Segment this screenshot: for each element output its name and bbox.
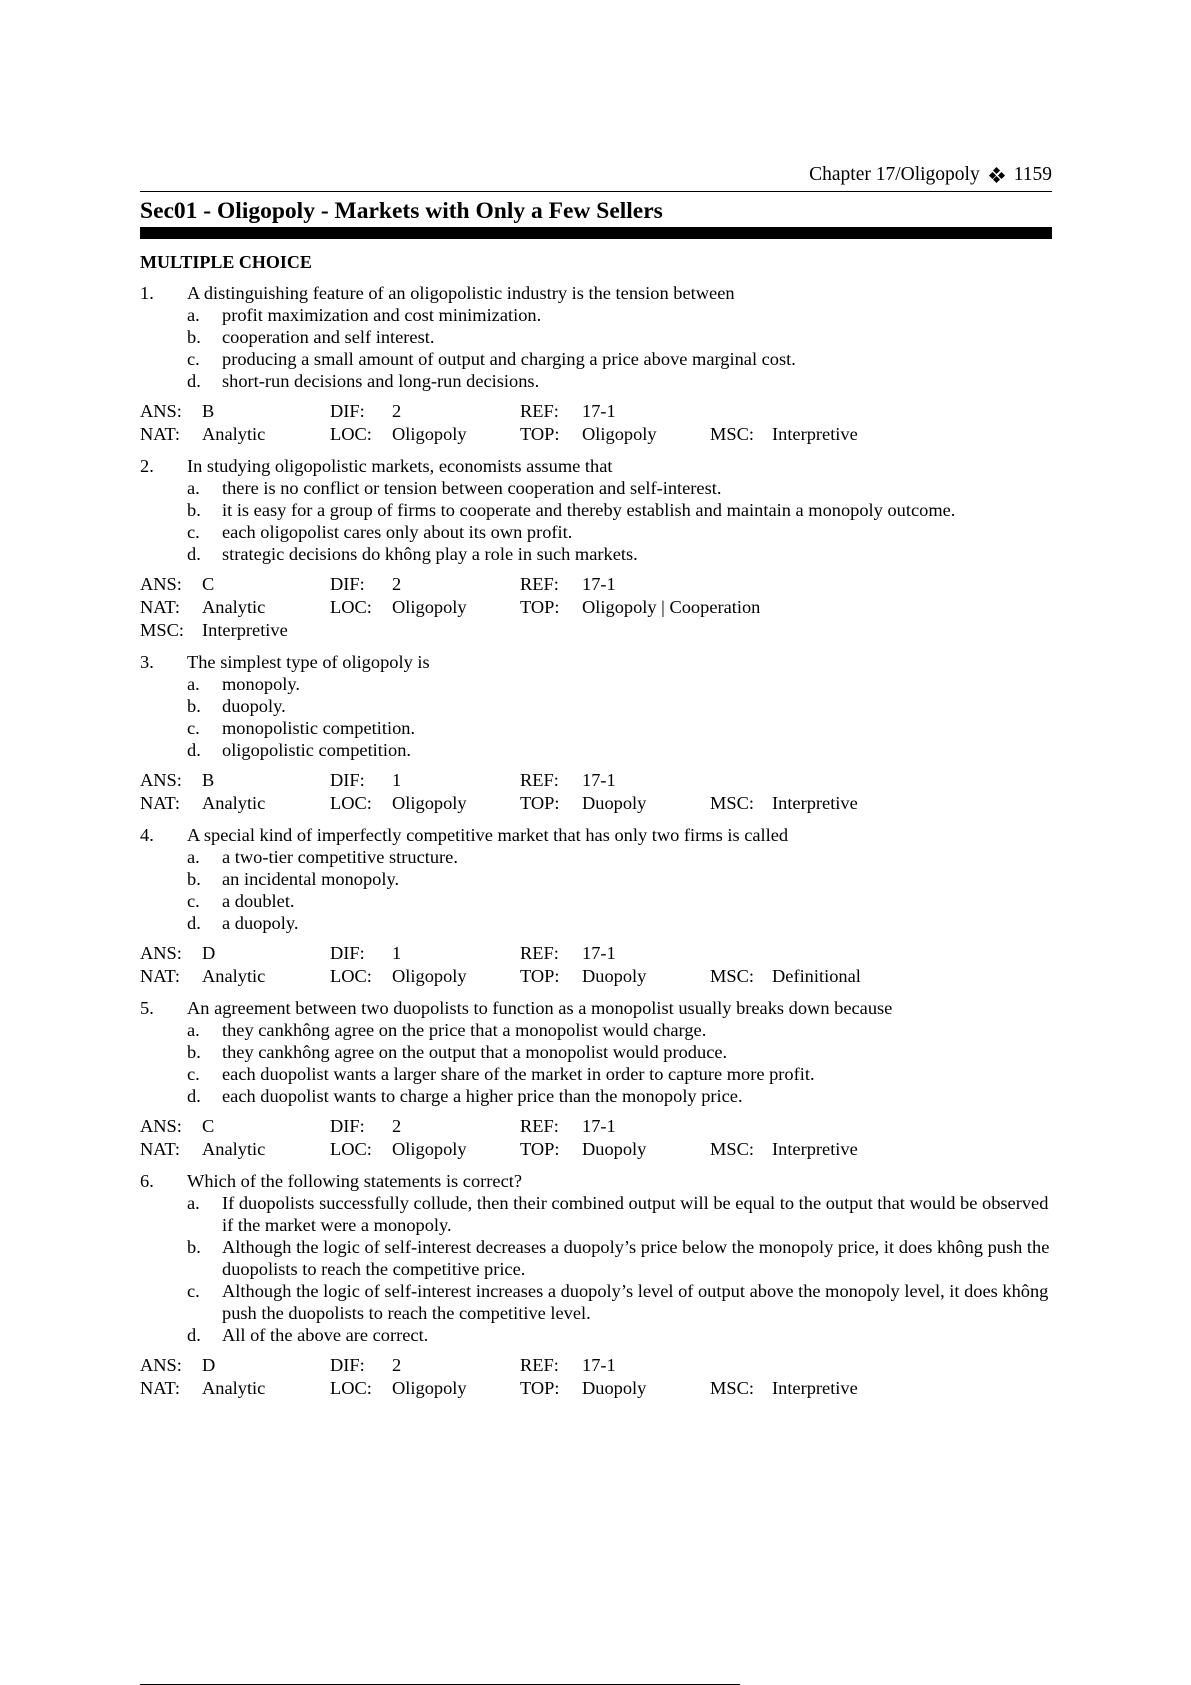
reference-label: REF: — [520, 1355, 559, 1375]
misc-type — [710, 1138, 858, 1161]
location-value: Oligopoly — [392, 966, 467, 986]
option-letter: a. — [187, 305, 200, 325]
running-head — [809, 163, 1052, 187]
location — [330, 423, 520, 446]
answer-metadata — [140, 400, 1052, 446]
option-letter: d. — [187, 913, 201, 933]
location — [330, 596, 520, 619]
answer-key-value: B — [202, 770, 215, 790]
answer-key-value: B — [202, 401, 215, 421]
topic — [520, 596, 760, 619]
location — [330, 1138, 520, 1161]
difficulty-value: 1 — [392, 770, 402, 790]
topic-label: TOP: — [520, 597, 560, 617]
answer-key — [140, 1354, 330, 1377]
answer-option — [187, 1192, 1052, 1236]
option-text: strategic decisions do không play a role in such markets. — [222, 544, 638, 564]
answer-option — [187, 717, 1052, 739]
answer-metadata — [140, 1354, 1052, 1400]
reference — [520, 769, 710, 792]
answer-option — [187, 695, 1052, 717]
answer-key-value: D — [202, 943, 216, 963]
question-text: The simplest type of oligopoly is — [187, 652, 430, 672]
national-standard-label: NAT: — [140, 1139, 180, 1159]
answer-option — [187, 304, 1052, 326]
answer-key-label: ANS: — [140, 1355, 182, 1375]
reference — [520, 1115, 710, 1138]
question-stem — [140, 824, 1052, 846]
national-standard-value: Analytic — [202, 966, 266, 986]
option-letter: c. — [187, 718, 200, 738]
misc-type-label: MSC: — [710, 424, 754, 444]
option-letter: b. — [187, 500, 201, 520]
metadata-row — [140, 619, 1052, 642]
location-label: LOC: — [330, 597, 372, 617]
reference — [520, 573, 710, 596]
option-text: If duopolists successfully collude, then their combined output will be equal to the output that would be observed if the market were a monopoly. — [222, 1193, 1049, 1235]
diamond-ornament-icon — [990, 168, 1004, 182]
reference-value: 17-1 — [582, 574, 616, 594]
national-standard-label: NAT: — [140, 1378, 180, 1398]
location-value: Oligopoly — [392, 597, 467, 617]
location-label: LOC: — [330, 793, 372, 813]
difficulty — [330, 573, 520, 596]
option-text: cooperation and self interest. — [222, 327, 435, 347]
topic — [520, 965, 710, 988]
national-standard-value: Analytic — [202, 1378, 266, 1398]
answer-metadata — [140, 1115, 1052, 1161]
answer-key-label: ANS: — [140, 770, 182, 790]
reference-label: REF: — [520, 770, 559, 790]
option-letter: a. — [187, 1020, 200, 1040]
answer-option — [187, 326, 1052, 348]
reference-label: REF: — [520, 943, 559, 963]
answer-option — [187, 1019, 1052, 1041]
topic — [520, 1138, 710, 1161]
reference-value: 17-1 — [582, 943, 616, 963]
misc-type-label: MSC: — [710, 1139, 754, 1159]
topic-label: TOP: — [520, 424, 560, 444]
option-letter: c. — [187, 349, 200, 369]
option-text: All of the above are correct. — [222, 1325, 429, 1345]
answer-option — [187, 1236, 1052, 1280]
answer-option — [187, 846, 1052, 868]
misc-type-label: MSC: — [140, 620, 184, 640]
option-text: a two-tier competitive structure. — [222, 847, 458, 867]
option-letter: c. — [187, 1281, 200, 1301]
answer-metadata — [140, 769, 1052, 815]
option-letter: d. — [187, 740, 201, 760]
option-text: a duopoly. — [222, 913, 299, 933]
misc-type-value: Interpretive — [772, 424, 858, 444]
metadata-row — [140, 400, 1052, 423]
difficulty-value: 2 — [392, 1355, 402, 1375]
misc-type-value: Interpretive — [202, 620, 288, 640]
answer-key — [140, 573, 330, 596]
question-stem — [140, 651, 1052, 673]
topic — [520, 423, 710, 446]
misc-type-value: Definitional — [772, 966, 861, 986]
national-standard — [140, 1377, 330, 1400]
reference-label: REF: — [520, 574, 559, 594]
option-text: they cankhông agree on the price that a monopolist would charge. — [222, 1020, 707, 1040]
answer-key-label: ANS: — [140, 574, 182, 594]
option-text: monopoly. — [222, 674, 300, 694]
option-text: profit maximization and cost minimization. — [222, 305, 542, 325]
question-number: 4. — [140, 825, 154, 845]
misc-type — [710, 423, 858, 446]
national-standard-label: NAT: — [140, 793, 180, 813]
answer-option — [187, 673, 1052, 695]
reference-value: 17-1 — [582, 401, 616, 421]
question-list — [140, 282, 1052, 1409]
national-standard-value: Analytic — [202, 1139, 266, 1159]
answer-key-value: C — [202, 1116, 215, 1136]
option-text: Although the logic of self-interest decreases a duopoly’s price below the monopoly price, it does không push the duopolists to reach the competitive price. — [222, 1237, 1050, 1279]
section-heading: MULTIPLE CHOICE — [140, 252, 312, 272]
reference — [520, 1354, 710, 1377]
metadata-row — [140, 792, 1052, 815]
difficulty-label: DIF: — [330, 1116, 365, 1136]
option-text: Although the logic of self-interest increases a duopoly’s level of output above the monopoly level, it does không push the duopolists to reach the competitive level. — [222, 1281, 1049, 1323]
metadata-row — [140, 1115, 1052, 1138]
topic-value: Duopoly — [582, 1378, 647, 1398]
option-text: there is no conflict or tension between cooperation and self-interest. — [222, 478, 722, 498]
question-text: In studying oligopolistic markets, economists assume that — [187, 456, 613, 476]
difficulty — [330, 942, 520, 965]
difficulty-value: 2 — [392, 401, 402, 421]
header-rule — [140, 191, 1052, 192]
difficulty-label: DIF: — [330, 770, 365, 790]
topic-value: Oligopoly | Cooperation — [582, 597, 761, 617]
location-value: Oligopoly — [392, 793, 467, 813]
answer-key — [140, 1115, 330, 1138]
answer-key-value: C — [202, 574, 215, 594]
answer-option — [187, 1324, 1052, 1346]
option-letter: b. — [187, 1042, 201, 1062]
misc-type — [710, 792, 858, 815]
answer-metadata — [140, 942, 1052, 988]
difficulty — [330, 1354, 520, 1377]
answer-options — [187, 846, 1052, 934]
metadata-row — [140, 423, 1052, 446]
location-label: LOC: — [330, 1139, 372, 1159]
question-stem — [140, 1170, 1052, 1192]
option-text: producing a small amount of output and charging a price above marginal cost. — [222, 349, 796, 369]
topic — [520, 1377, 710, 1400]
question-number: 5. — [140, 998, 154, 1018]
answer-option — [187, 543, 1052, 565]
misc-type-label: MSC: — [710, 966, 754, 986]
difficulty-value: 1 — [392, 943, 402, 963]
location-value: Oligopoly — [392, 424, 467, 444]
question-item — [140, 455, 1052, 642]
answer-option — [187, 890, 1052, 912]
misc-type — [710, 965, 861, 988]
answer-option — [187, 370, 1052, 392]
location-value: Oligopoly — [392, 1139, 467, 1159]
difficulty-label: DIF: — [330, 943, 365, 963]
metadata-row — [140, 1138, 1052, 1161]
national-standard — [140, 423, 330, 446]
answer-option — [187, 499, 1052, 521]
answer-option — [187, 477, 1052, 499]
answer-option — [187, 521, 1052, 543]
misc-type — [140, 619, 330, 642]
option-letter: c. — [187, 1064, 200, 1084]
question-number: 2. — [140, 456, 154, 476]
metadata-row — [140, 942, 1052, 965]
misc-type-value: Interpretive — [772, 793, 858, 813]
answer-option — [187, 912, 1052, 934]
option-letter: b. — [187, 696, 201, 716]
location-label: LOC: — [330, 966, 372, 986]
difficulty — [330, 1115, 520, 1138]
metadata-row — [140, 1377, 1052, 1400]
answer-options — [187, 673, 1052, 761]
difficulty — [330, 769, 520, 792]
option-letter: a. — [187, 847, 200, 867]
location — [330, 792, 520, 815]
answer-option — [187, 348, 1052, 370]
option-text: monopolistic competition. — [222, 718, 416, 738]
option-letter: b. — [187, 869, 201, 889]
option-letter: a. — [187, 478, 200, 498]
option-text: each oligopolist cares only about its own profit. — [222, 522, 573, 542]
topic-value: Duopoly — [582, 1139, 647, 1159]
reference-label: REF: — [520, 401, 559, 421]
question-stem — [140, 282, 1052, 304]
option-text: a doublet. — [222, 891, 295, 911]
option-text: short-run decisions and long-run decisions. — [222, 371, 540, 391]
national-standard-value: Analytic — [202, 424, 266, 444]
option-letter: d. — [187, 1325, 201, 1345]
answer-key — [140, 942, 330, 965]
question-stem — [140, 455, 1052, 477]
metadata-row — [140, 769, 1052, 792]
answer-option — [187, 1280, 1052, 1324]
answer-key — [140, 400, 330, 423]
answer-key-label: ANS: — [140, 943, 182, 963]
national-standard — [140, 1138, 330, 1161]
answer-key-label: ANS: — [140, 401, 182, 421]
answer-options — [187, 1192, 1052, 1346]
option-letter: d. — [187, 371, 201, 391]
reference — [520, 942, 710, 965]
location — [330, 1377, 520, 1400]
metadata-row — [140, 965, 1052, 988]
misc-type — [710, 1377, 858, 1400]
answer-key-label: ANS: — [140, 1116, 182, 1136]
question-number: 6. — [140, 1171, 154, 1191]
option-text: it is easy for a group of firms to cooperate and thereby establish and maintain a monopoly outcome. — [222, 500, 956, 520]
question-number: 1. — [140, 283, 154, 303]
national-standard-label: NAT: — [140, 424, 180, 444]
reference-value: 17-1 — [582, 1116, 616, 1136]
option-letter: d. — [187, 1086, 201, 1106]
option-text: oligopolistic competition. — [222, 740, 411, 760]
question-item — [140, 651, 1052, 815]
topic-value: Duopoly — [582, 793, 647, 813]
location-value: Oligopoly — [392, 1378, 467, 1398]
answer-option — [187, 868, 1052, 890]
reference-value: 17-1 — [582, 770, 616, 790]
option-letter: b. — [187, 1237, 201, 1257]
answer-options — [187, 304, 1052, 392]
option-letter: a. — [187, 674, 200, 694]
location-label: LOC: — [330, 424, 372, 444]
question-text: A special kind of imperfectly competitive market that has only two firms is called — [187, 825, 789, 845]
answer-option — [187, 739, 1052, 761]
topic-label: TOP: — [520, 966, 560, 986]
option-text: they cankhông agree on the output that a monopolist would produce. — [222, 1042, 728, 1062]
metadata-row — [140, 1354, 1052, 1377]
option-text: an incidental monopoly. — [222, 869, 400, 889]
answer-options — [187, 1019, 1052, 1107]
question-text: A distinguishing feature of an oligopolistic industry is the tension between — [187, 283, 735, 303]
location-label: LOC: — [330, 1378, 372, 1398]
topic-value: Oligopoly — [582, 424, 657, 444]
difficulty-label: DIF: — [330, 401, 365, 421]
answer-options — [187, 477, 1052, 565]
national-standard — [140, 596, 330, 619]
option-letter: b. — [187, 327, 201, 347]
running-head-text: Chapter 17/Oligopoly — [809, 164, 980, 185]
reference — [520, 400, 710, 423]
misc-type-label: MSC: — [710, 793, 754, 813]
location — [330, 965, 520, 988]
topic — [520, 792, 710, 815]
national-standard-value: Analytic — [202, 597, 266, 617]
section-title: Sec01 - Oligopoly - Markets with Only a Few Sellers — [140, 198, 663, 224]
topic-label: TOP: — [520, 793, 560, 813]
national-standard — [140, 965, 330, 988]
answer-option — [187, 1063, 1052, 1085]
title-bar-rule — [140, 227, 1052, 239]
option-letter: c. — [187, 522, 200, 542]
difficulty — [330, 400, 520, 423]
metadata-row — [140, 573, 1052, 596]
metadata-row — [140, 596, 1052, 619]
topic-label: TOP: — [520, 1378, 560, 1398]
option-letter: d. — [187, 544, 201, 564]
reference-value: 17-1 — [582, 1355, 616, 1375]
difficulty-label: DIF: — [330, 1355, 365, 1375]
national-standard-value: Analytic — [202, 793, 266, 813]
question-item — [140, 997, 1052, 1161]
question-item — [140, 1170, 1052, 1400]
topic-value: Duopoly — [582, 966, 647, 986]
topic-label: TOP: — [520, 1139, 560, 1159]
option-text: each duopolist wants a larger share of the market in order to capture more profit. — [222, 1064, 815, 1084]
question-number: 3. — [140, 652, 154, 672]
answer-key — [140, 769, 330, 792]
answer-metadata — [140, 573, 1052, 642]
option-letter: a. — [187, 1193, 200, 1213]
answer-option — [187, 1041, 1052, 1063]
reference-label: REF: — [520, 1116, 559, 1136]
misc-type-value: Interpretive — [772, 1139, 858, 1159]
misc-type-label: MSC: — [710, 1378, 754, 1398]
national-standard-label: NAT: — [140, 966, 180, 986]
difficulty-value: 2 — [392, 574, 402, 594]
misc-type-value: Interpretive — [772, 1378, 858, 1398]
page-number: 1159 — [1013, 164, 1052, 185]
answer-key-value: D — [202, 1355, 216, 1375]
option-letter: c. — [187, 891, 200, 911]
option-text: each duopolist wants to charge a higher price than the monopoly price. — [222, 1086, 743, 1106]
question-text: Which of the following statements is correct? — [187, 1171, 523, 1191]
national-standard — [140, 792, 330, 815]
answer-option — [187, 1085, 1052, 1107]
difficulty-label: DIF: — [330, 574, 365, 594]
option-text: duopoly. — [222, 696, 286, 716]
national-standard-label: NAT: — [140, 597, 180, 617]
question-item — [140, 282, 1052, 446]
question-item — [140, 824, 1052, 988]
question-text: An agreement between two duopolists to function as a monopolist usually breaks down because — [187, 998, 893, 1018]
question-stem — [140, 997, 1052, 1019]
difficulty-value: 2 — [392, 1116, 402, 1136]
